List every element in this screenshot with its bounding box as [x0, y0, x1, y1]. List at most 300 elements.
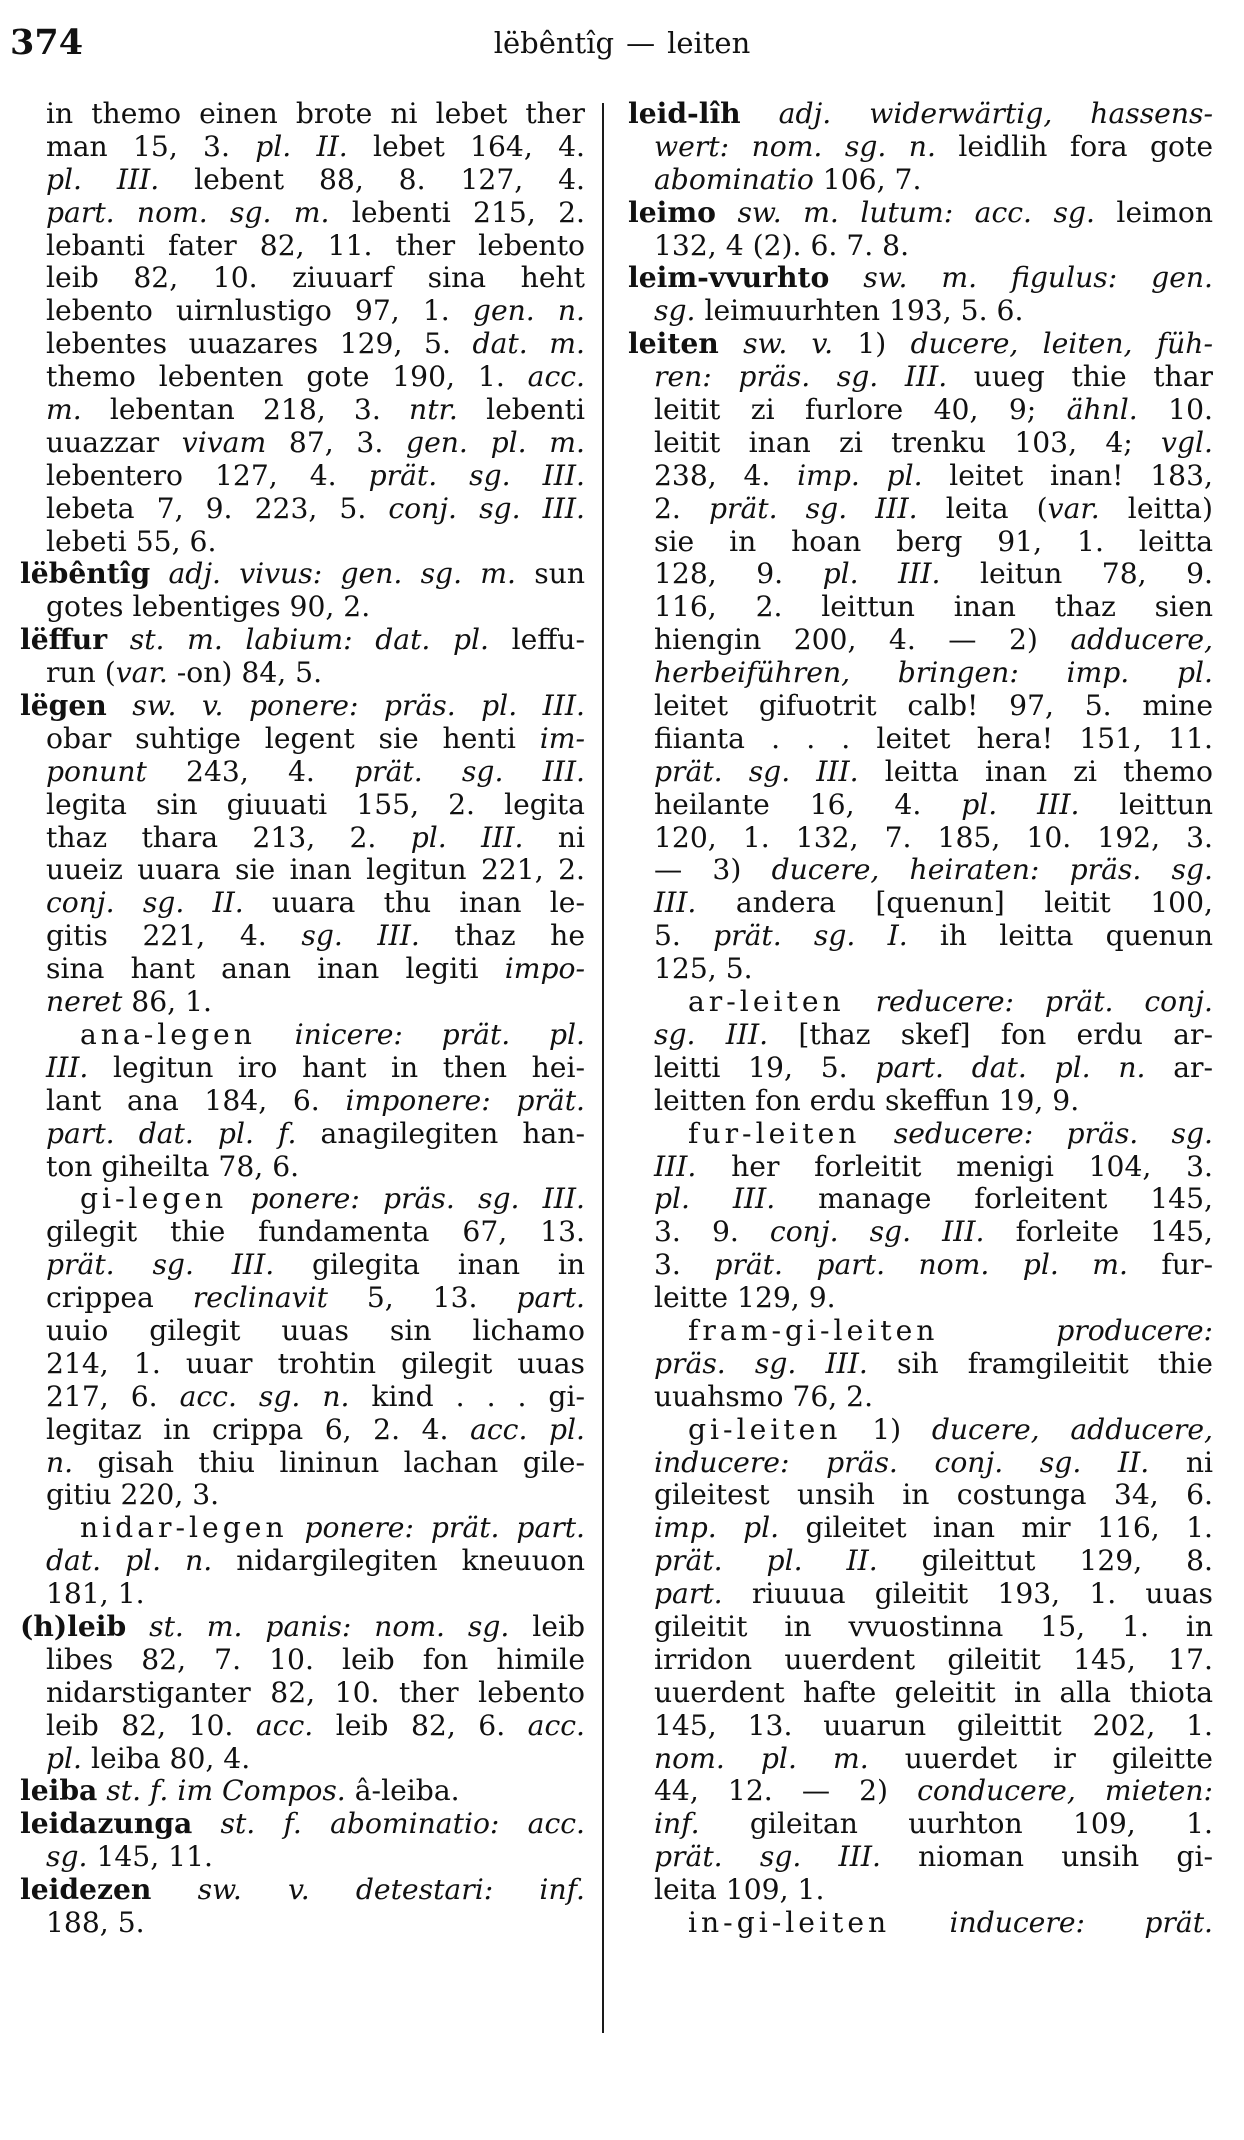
headword: leimo	[628, 195, 716, 229]
entry-text-line	[20, 756, 585, 789]
entry-text-line	[628, 756, 1213, 789]
citation-text: ih leitta quenun	[907, 919, 1213, 953]
entry-text-line	[20, 197, 585, 230]
citation-text: leidlih fora gote	[935, 129, 1214, 163]
entry-text-line	[20, 854, 585, 887]
entry-text-line	[628, 131, 1213, 164]
headword: leiten	[628, 327, 719, 361]
citation-text: 145, 13. uuarun gileittit 202, 1.	[654, 1708, 1213, 1742]
headword: leidezen	[20, 1873, 152, 1907]
citation-text: 2.	[654, 491, 709, 525]
citation-text: ton giheilta 78, 6.	[46, 1149, 300, 1183]
entry-text-line	[628, 1216, 1213, 1249]
citation-text: 87, 3.	[266, 425, 407, 459]
entry-text-line	[628, 361, 1213, 394]
entry-text-line	[20, 1282, 585, 1315]
citation-text: gileitit in vvuostinna 15, 1. in	[654, 1609, 1213, 1643]
entry-text-line	[20, 920, 585, 953]
entry-text-line	[20, 526, 585, 559]
citation-text: leimon	[1094, 195, 1213, 229]
subentry-line	[628, 1118, 1213, 1151]
citation-text: forleite 145,	[984, 1215, 1213, 1249]
citation-text: in themo einen brote ni lebet ther	[46, 97, 585, 130]
entry-text-line	[20, 164, 585, 197]
compound-headword: gi-leiten	[688, 1412, 842, 1446]
entry-text-line	[628, 526, 1213, 559]
entry-text-line	[20, 1052, 585, 1085]
entry-text-line	[628, 1348, 1213, 1381]
citation-text: hiengin 200, 4. — 2)	[654, 623, 1071, 657]
grammar-gloss: sw. v. ponere: präs. pl. III.	[132, 689, 585, 723]
grammar-gloss: dat. m.	[472, 327, 585, 361]
entry-text-line	[20, 953, 585, 986]
citation-text: lant ana 184, 6.	[46, 1083, 346, 1117]
citation-text: 5.	[654, 919, 714, 953]
grammar-gloss: sg. III.	[654, 1017, 769, 1051]
entry-text-line	[20, 1545, 585, 1578]
headword: (h)leib	[20, 1609, 127, 1643]
grammar-gloss: ren: präs. sg. III.	[654, 360, 948, 394]
entry-text-line	[20, 723, 585, 756]
citation-text: 1)	[833, 327, 911, 361]
citation-text	[256, 1018, 295, 1051]
citation-text: riuuua gileitit 193, 1. uuas	[722, 1577, 1213, 1611]
citation-text: 1)	[841, 1412, 932, 1446]
entry-text-line	[628, 1644, 1213, 1677]
citation-text	[227, 1182, 250, 1215]
entry-text-line	[20, 1085, 585, 1118]
grammar-gloss: var.	[115, 656, 168, 690]
grammar-gloss: gen. n.	[472, 294, 585, 328]
entry-text-line	[628, 1183, 1213, 1216]
entry-text-line	[20, 591, 585, 624]
headword: leim-vvurhto	[628, 261, 830, 295]
subentry-line	[628, 986, 1213, 1019]
entry-text-line	[628, 1447, 1213, 1480]
citation-text: 125, 5.	[654, 952, 753, 986]
entry-text-line	[20, 1578, 585, 1611]
entry-headword-line	[628, 262, 1213, 295]
citation-text	[107, 689, 132, 722]
citation-text: [thaz skef] fon erdu ar-	[768, 1017, 1213, 1051]
entry-text-line	[628, 1085, 1213, 1118]
citation-text: fiianta . . . leitet hera! 151, 11.	[654, 721, 1213, 755]
citation-text: 238, 4.	[654, 458, 798, 492]
entry-text-line	[628, 1677, 1213, 1710]
citation-text: nidargilegiten kneuuon	[212, 1544, 585, 1578]
right-column	[628, 98, 1213, 1940]
grammar-gloss: n.	[46, 1445, 74, 1479]
citation-text: 120, 1. 132, 7. 185, 10. 192, 3.	[654, 820, 1213, 854]
grammar-gloss: inicere: prät. pl.	[294, 1017, 585, 1051]
citation-text: andera [quenun] leitit 100,	[696, 886, 1213, 920]
grammar-gloss: ntr.	[409, 393, 458, 427]
citation-text: lebent 88, 8. 127, 4.	[159, 162, 585, 196]
entry-text-line	[20, 822, 585, 855]
headword: lëffur	[20, 623, 108, 657]
grammar-gloss: acc. pl.	[470, 1412, 585, 1446]
left-column	[20, 98, 585, 1940]
citation-text: gileitan uurhton 109, 1.	[699, 1807, 1213, 1841]
entry-headword-line	[628, 197, 1213, 230]
grammar-gloss: part.	[516, 1281, 585, 1315]
entry-text-line	[20, 657, 585, 690]
grammar-gloss: sg. III.	[301, 919, 420, 953]
citation-text: manage forleitent 145,	[775, 1182, 1213, 1216]
citation-text: lebentes uuazares 129, 5.	[46, 327, 473, 361]
citation-text: ni	[523, 820, 585, 854]
citation-text	[150, 557, 168, 590]
compound-headword: nidar-legen	[80, 1511, 288, 1545]
entry-text-line	[628, 558, 1213, 591]
citation-text: nioman unsih gi-	[880, 1840, 1213, 1874]
subentry-line	[628, 1907, 1213, 1940]
citation-text: leitti 19, 5.	[654, 1050, 876, 1084]
entry-text-line	[20, 1644, 585, 1677]
grammar-gloss: im-	[539, 721, 585, 755]
entry-text-line	[628, 953, 1213, 986]
subentry-line	[628, 1315, 1213, 1348]
grammar-gloss: adj. vivus: gen. sg. m.	[168, 557, 516, 591]
citation-text: leittun	[1079, 787, 1214, 821]
citation-text: 3. 9.	[654, 1215, 770, 1249]
citation-text: 181, 1.	[46, 1577, 145, 1611]
citation-text: leib 82, 10. ziuuarf sina heht	[46, 261, 585, 295]
grammar-gloss: imponere: prät.	[345, 1083, 585, 1117]
entry-text-line	[628, 1611, 1213, 1644]
entry-text-line	[20, 98, 585, 131]
entry-text-line	[628, 1019, 1213, 1052]
grammar-gloss: var.	[1047, 491, 1100, 525]
citation-text: fur-	[1127, 1248, 1213, 1282]
citation-text: thaz he	[419, 919, 586, 953]
citation-text: lebet 164, 4.	[347, 129, 585, 163]
grammar-gloss: ducere, adducere,	[931, 1412, 1213, 1446]
citation-text	[890, 1906, 949, 1939]
grammar-gloss: st. f. im Compos.	[106, 1774, 346, 1808]
citation-text: 116, 2. leittun inan thaz sien	[654, 590, 1213, 624]
citation-text: run (	[46, 656, 116, 690]
citation-text: gisah thiu lininun lachan gile-	[73, 1445, 585, 1479]
citation-text: â-leiba.	[345, 1774, 460, 1808]
grammar-gloss: pl.	[46, 1741, 83, 1775]
grammar-gloss: m.	[46, 393, 82, 427]
entry-text-line	[20, 295, 585, 328]
citation-text	[741, 97, 779, 130]
entry-text-line	[628, 460, 1213, 493]
citation-text: leita (	[917, 491, 1048, 525]
citation-text: leitit zi furlore 40, 9;	[654, 393, 1067, 427]
citation-text: lebentan 218, 3.	[81, 393, 410, 427]
grammar-gloss: prät. part. nom. pl. m.	[714, 1248, 1128, 1282]
citation-text	[126, 1610, 149, 1643]
entry-text-line	[628, 1479, 1213, 1512]
grammar-gloss: herbeiführen, bringen: imp. pl.	[654, 656, 1213, 690]
citation-text	[288, 1511, 305, 1544]
citation-text	[845, 985, 876, 1018]
grammar-gloss: part. dat. pl. n.	[875, 1050, 1146, 1084]
citation-text: themo lebenten gote 190, 1.	[46, 360, 528, 394]
grammar-gloss: adj. widerwärtig, hassens-	[778, 97, 1214, 130]
citation-text: leitten fon erdu skeffun 19, 9.	[654, 1083, 1080, 1117]
entry-text-line	[628, 1841, 1213, 1874]
entry-text-line	[628, 723, 1213, 756]
grammar-gloss: part. nom. sg. m.	[46, 195, 330, 229]
grammar-gloss: part.	[654, 1577, 723, 1611]
grammar-gloss: ponere: prät. part.	[304, 1511, 585, 1545]
citation-text: lebeti 55, 6.	[46, 524, 217, 558]
headword: leid-lîh	[628, 97, 741, 130]
citation-text: irridon uuerdent gileitit 145, 17.	[654, 1642, 1213, 1676]
grammar-gloss: imp. pl.	[797, 458, 923, 492]
citation-text: crippea	[46, 1281, 193, 1315]
citation-text: 86, 1.	[122, 985, 212, 1019]
citation-text	[719, 327, 743, 360]
citation-text: legitun iro hant in then hei-	[88, 1050, 585, 1084]
running-head	[0, 26, 1244, 60]
entry-text-line	[628, 1874, 1213, 1907]
entry-text-line	[628, 1512, 1213, 1545]
grammar-gloss: ponere: präs. sg. III.	[250, 1182, 585, 1216]
running-head-last-entry: leiten	[667, 26, 751, 60]
citation-text: 132, 4 (2). 6. 7. 8.	[654, 228, 910, 262]
citation-text: gitis 221, 4.	[46, 919, 302, 953]
grammar-gloss: neret	[46, 985, 123, 1019]
entry-text-line	[20, 1151, 585, 1184]
citation-text: leita 109, 1.	[654, 1873, 825, 1907]
compound-headword: gi-legen	[80, 1182, 228, 1216]
citation-text: leib	[509, 1609, 585, 1643]
entry-text-line	[628, 1578, 1213, 1611]
citation-text: gileitest unsih in costunga 34, 6.	[654, 1478, 1213, 1512]
citation-text: gileitet inan mir 116, 1.	[779, 1511, 1213, 1545]
citation-text: 188, 5.	[46, 1905, 145, 1939]
citation-text	[107, 623, 130, 656]
citation-text	[151, 1873, 197, 1906]
entry-text-line	[20, 887, 585, 920]
grammar-gloss: pl. III.	[410, 820, 524, 854]
citation-text: lebanti fater 82, 11. ther lebento	[46, 228, 585, 262]
entry-text-line	[628, 493, 1213, 526]
citation-text: gileittut 129, 8.	[877, 1544, 1213, 1578]
headword: lëbêntîg	[20, 557, 151, 591]
citation-text: 3.	[654, 1248, 715, 1282]
citation-text: 44, 12. — 2)	[654, 1774, 918, 1808]
entry-headword-line	[628, 328, 1213, 361]
grammar-gloss: st. m. panis: nom. sg.	[149, 1609, 510, 1643]
citation-text: lebenti	[457, 393, 585, 427]
citation-text	[938, 1314, 1056, 1347]
grammar-gloss: sg.	[654, 294, 696, 328]
compound-headword: ar-leiten	[688, 985, 845, 1019]
entry-text-line	[20, 361, 585, 394]
citation-text: leitte 129, 9.	[654, 1281, 836, 1315]
citation-text: lebenti 215, 2.	[329, 195, 586, 229]
citation-text: lebento uirnlustigo 97, 1.	[46, 294, 473, 328]
grammar-gloss: gen. pl. m.	[406, 425, 585, 459]
citation-text: lebentero 127, 4.	[46, 458, 369, 492]
grammar-gloss: pl. II.	[255, 129, 348, 163]
citation-text: anagilegiten han-	[296, 1116, 585, 1150]
citation-text: 128, 9.	[654, 557, 823, 591]
grammar-gloss: sw. v. detestari: inf.	[197, 1873, 585, 1907]
entry-headword-line	[628, 98, 1213, 131]
grammar-gloss: acc.	[255, 1708, 314, 1742]
grammar-gloss: prät. sg. III.	[354, 754, 585, 788]
citation-text: thaz thara 213, 2.	[46, 820, 411, 854]
entry-text-line	[628, 1545, 1213, 1578]
grammar-gloss: conj. sg. III.	[769, 1215, 985, 1249]
entry-text-line	[20, 986, 585, 1019]
grammar-gloss: ähnl.	[1066, 393, 1138, 427]
grammar-gloss: wert: nom. sg. n.	[654, 129, 936, 163]
grammar-gloss: inducere: prät.	[949, 1905, 1213, 1939]
entry-text-line	[20, 1216, 585, 1249]
entry-text-line	[628, 591, 1213, 624]
entry-text-line	[628, 164, 1213, 197]
column-rule	[602, 103, 604, 2033]
entry-text-line	[20, 1677, 585, 1710]
grammar-gloss: prät. pl. II.	[654, 1544, 878, 1578]
citation-text: uueiz uuara sie inan legitun 221, 2.	[46, 853, 585, 887]
citation-text	[860, 1117, 893, 1150]
grammar-gloss: adducere,	[1070, 623, 1213, 657]
citation-text: leib 82, 10.	[46, 1708, 256, 1742]
entry-text-line	[628, 1282, 1213, 1315]
citation-text: uuazzar	[46, 425, 182, 459]
entry-text-line	[20, 1907, 585, 1940]
grammar-gloss: pl. III.	[46, 162, 160, 196]
grammar-gloss: inducere: präs. conj. sg. II.	[654, 1445, 1150, 1479]
grammar-gloss: prät. sg. III.	[654, 1840, 881, 1874]
entry-text-line	[628, 1381, 1213, 1414]
citation-text: 145, 11.	[87, 1840, 213, 1874]
grammar-gloss: III.	[654, 886, 697, 920]
entry-headword-line	[20, 690, 585, 723]
citation-text: sie in hoan berg 91, 1. leitta	[654, 524, 1213, 558]
grammar-gloss: prät. sg. III.	[368, 458, 585, 492]
citation-text: her forleitit menigi 104, 3.	[696, 1149, 1213, 1183]
entry-text-line	[20, 1414, 585, 1447]
grammar-gloss: ponunt	[46, 754, 147, 788]
grammar-gloss: seducere: präs. sg.	[893, 1116, 1213, 1150]
entry-text-line	[628, 1249, 1213, 1282]
citation-text: 243, 4.	[146, 754, 355, 788]
entry-text-line	[20, 262, 585, 295]
citation-text: obar suhtige legent sie henti	[46, 721, 540, 755]
citation-text: legita sin giuuati 155, 2. legita	[46, 787, 585, 821]
compound-headword: ana-legen	[80, 1017, 256, 1051]
subentry-line	[628, 1414, 1213, 1447]
citation-text: leitun 78, 9.	[940, 557, 1214, 591]
grammar-gloss: producere:	[1056, 1313, 1213, 1347]
entry-headword-line	[20, 1775, 585, 1808]
entry-text-line	[20, 1381, 585, 1414]
citation-text: 5, 13.	[327, 1281, 517, 1315]
entry-text-line	[20, 1315, 585, 1348]
grammar-gloss: acc. sg. n.	[179, 1379, 350, 1413]
entry-text-line	[20, 493, 585, 526]
grammar-gloss: präs. sg. III.	[654, 1346, 868, 1380]
citation-text: leitta inan zi themo	[858, 754, 1213, 788]
compound-headword: in-gi-leiten	[688, 1905, 891, 1939]
entry-text-line	[20, 1710, 585, 1743]
citation-text: 217, 6.	[46, 1379, 180, 1413]
entry-text-line	[20, 328, 585, 361]
citation-text	[829, 261, 863, 294]
citation-text: gotes lebentiges 90, 2.	[46, 590, 371, 624]
citation-text	[716, 196, 737, 229]
grammar-gloss: prät. sg. III.	[708, 491, 918, 525]
grammar-gloss: conj. sg. II.	[46, 886, 244, 920]
entry-text-line	[20, 427, 585, 460]
entry-text-line	[628, 789, 1213, 822]
running-head-first-entry: lëbêntîg	[493, 26, 615, 60]
citation-text: leitet gifuotrit calb! 97, 5. mine	[654, 689, 1213, 723]
citation-text: leiba 80, 4.	[82, 1741, 251, 1775]
grammar-gloss: prät. sg. III.	[654, 754, 859, 788]
page-number: 374	[10, 22, 84, 63]
citation-text: -on) 84, 5.	[167, 656, 323, 690]
entry-text-line	[20, 230, 585, 263]
entry-headword-line	[20, 624, 585, 657]
headword: leiba	[20, 1774, 98, 1808]
grammar-gloss: sw. m. figulus: gen.	[863, 261, 1213, 295]
compound-headword: fur-leiten	[688, 1116, 861, 1150]
entry-text-line	[628, 295, 1213, 328]
entry-text-line	[628, 1743, 1213, 1776]
entry-headword-line	[20, 558, 585, 591]
entry-text-line	[20, 1249, 585, 1282]
grammar-gloss: vgl.	[1161, 425, 1213, 459]
entry-text-line	[628, 657, 1213, 690]
citation-text: lebeta 7, 9. 223, 5.	[46, 491, 389, 525]
citation-text: sina hant anan inan legiti	[46, 952, 505, 986]
citation-text: ni	[1149, 1445, 1213, 1479]
compound-headword: fram-gi-leiten	[688, 1313, 939, 1347]
citation-text: — 3)	[654, 853, 772, 887]
citation-text: uuerdent hafte geleitit in alla thiota	[654, 1675, 1213, 1709]
entry-text-line	[20, 394, 585, 427]
citation-text: kind . . . gi-	[349, 1379, 586, 1413]
grammar-gloss: impo-	[504, 952, 585, 986]
grammar-gloss: abominatio	[654, 162, 814, 196]
entry-text-line	[628, 624, 1213, 657]
entry-headword-line	[20, 1874, 585, 1907]
grammar-gloss: reducere: prät. conj.	[875, 985, 1213, 1019]
citation-text: uuara thu inan le-	[243, 886, 585, 920]
citation-text: leitet inan! 183,	[922, 458, 1213, 492]
grammar-gloss: st. m. labium: dat. pl.	[129, 623, 489, 657]
citation-text	[192, 1807, 220, 1840]
entry-text-line	[628, 1151, 1213, 1184]
grammar-gloss: acc.	[527, 360, 585, 394]
citation-text: leib 82, 6.	[313, 1708, 528, 1742]
grammar-gloss: conducere, mieten:	[917, 1774, 1213, 1808]
citation-text: uuahsmo 76, 2.	[654, 1379, 874, 1413]
grammar-gloss: nom. pl. m.	[654, 1741, 869, 1775]
grammar-gloss: sw. m. lutum: acc. sg.	[737, 195, 1095, 229]
entry-text-line	[20, 789, 585, 822]
citation-text: 10.	[1137, 393, 1213, 427]
headword: lëgen	[20, 689, 107, 723]
citation-text: ar-	[1145, 1050, 1214, 1084]
grammar-gloss: reclinavit	[192, 1281, 328, 1315]
entry-text-line	[628, 230, 1213, 263]
citation-text	[97, 1774, 106, 1807]
grammar-gloss: III.	[654, 1149, 697, 1183]
citation-text: heilante 16, 4.	[654, 787, 962, 821]
